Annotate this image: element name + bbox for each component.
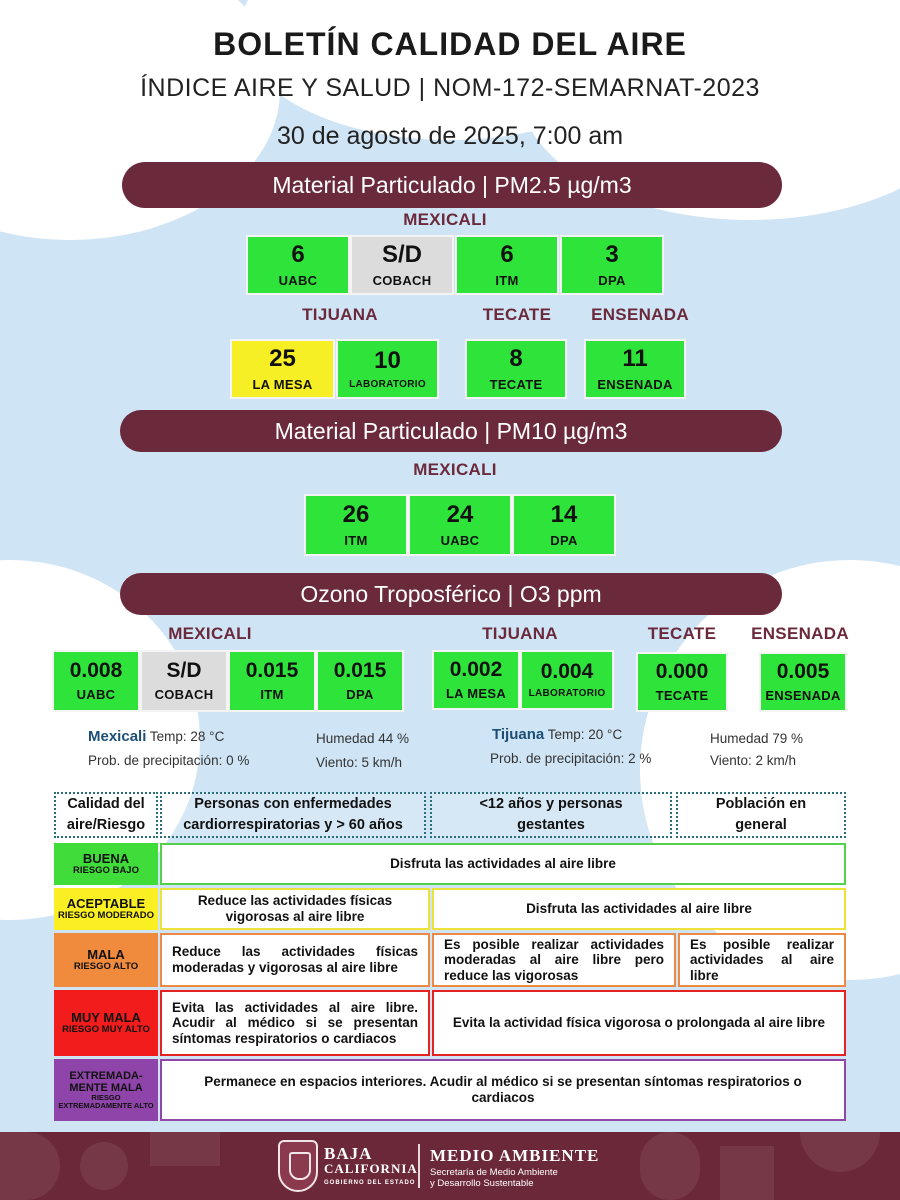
o3-mexicali-label: MEXICALI bbox=[168, 624, 252, 643]
station-label: LABORATORIO bbox=[528, 688, 606, 699]
station-box bbox=[246, 235, 350, 295]
legend-level bbox=[54, 1059, 158, 1121]
pm10-banner: Material Particulado | PM10 µg/m3 bbox=[120, 410, 782, 452]
station-label: LABORATORIO bbox=[349, 378, 426, 390]
station-box bbox=[316, 650, 404, 712]
footer bbox=[0, 1132, 900, 1200]
station-value: 10 bbox=[374, 346, 401, 374]
station-label: UABC bbox=[440, 532, 480, 548]
station-box bbox=[52, 650, 140, 712]
station-label: COBACH bbox=[372, 272, 432, 288]
weather-city-mexicali: Mexicali bbox=[88, 728, 147, 745]
station-label: DPA bbox=[598, 272, 626, 288]
crest-icon bbox=[278, 1140, 318, 1192]
legend-recommendation: Es posible realizar actividades al aire libre bbox=[678, 933, 846, 987]
legend-recommendation: Permanece en espacios interiores. Acudir al médico si se presentan síntomas respiratorios o cardiacos bbox=[160, 1059, 846, 1121]
report-date: 30 de agosto de 2025, 7:00 am bbox=[276, 122, 624, 150]
weather-precip-tijuana: Prob. de precipitación: 2 % bbox=[490, 751, 652, 766]
legend-recommendation: Reduce las actividades físicas moderadas y vigorosas al aire libre bbox=[160, 933, 430, 987]
station-value: 25 bbox=[269, 344, 296, 372]
weather-humidity-mexicali: Humedad 44 % bbox=[316, 731, 410, 746]
weather-humidity-tijuana: Humedad 79 % bbox=[710, 731, 804, 746]
dept-sub1: Secretaría de Medio Ambiente bbox=[430, 1167, 558, 1178]
legend-level-name: ACEPTABLE bbox=[66, 895, 146, 911]
legend-recommendation: Reduce las actividades físicas vigorosas al aire libre bbox=[160, 888, 430, 930]
station-value: 24 bbox=[446, 500, 474, 528]
dept-sub2: y Desarrollo Sustentable bbox=[430, 1178, 534, 1189]
legend-level-name: MUY MALA bbox=[71, 1009, 141, 1025]
station-value: 6 bbox=[291, 240, 305, 268]
station-label: ITM bbox=[260, 687, 284, 702]
legend-recommendation: Es posible realizar actividades moderadas al aire libre pero reduce las vigorosas bbox=[432, 933, 676, 987]
station-label: TECATE bbox=[489, 376, 543, 392]
weather-precip-mexicali: Prob. de precipitación: 0 % bbox=[88, 753, 250, 768]
weather-temp-mexicali: Temp: 28 °C bbox=[149, 729, 225, 744]
legend-header-children: <12 años y personas gestantes bbox=[430, 792, 672, 838]
weather-wind-tijuana: Viento: 2 km/h bbox=[710, 753, 797, 768]
legend-header-general: Población en general bbox=[676, 792, 846, 838]
legend-level-risk: RIESGO ALTO bbox=[73, 960, 139, 972]
weather-wind-mexicali: Viento: 5 km/h bbox=[316, 755, 403, 770]
station-box bbox=[228, 650, 316, 712]
station-label: ENSENADA bbox=[597, 376, 673, 392]
o3-ensenada-label: ENSENADA bbox=[751, 624, 849, 643]
legend-level-risk: RIESGO MUY ALTO bbox=[62, 1023, 150, 1035]
station-label: UABC bbox=[76, 687, 116, 702]
brand-line2: CALIFORNIA bbox=[324, 1161, 418, 1176]
legend-level bbox=[54, 888, 158, 930]
station-box bbox=[408, 494, 512, 556]
station-label: TECATE bbox=[655, 688, 709, 703]
station-label: ITM bbox=[344, 532, 368, 548]
legend-header-cardio: Personas con enfermedades cardiorrespiratorias y > 60 años bbox=[160, 792, 426, 838]
station-box bbox=[512, 494, 616, 556]
legend-level-name: BUENA bbox=[82, 850, 130, 866]
pm25-mexicali-label: MEXICALI bbox=[403, 210, 487, 229]
legend-level-risk: RIESGO MODERADO bbox=[57, 909, 155, 921]
station-box bbox=[636, 652, 728, 712]
station-value: 0.005 bbox=[776, 660, 830, 683]
station-label: DPA bbox=[346, 687, 374, 702]
pm10-mexicali-label: MEXICALI bbox=[413, 460, 497, 479]
pm25-ensenada-label: ENSENADA bbox=[591, 305, 689, 324]
station-box bbox=[560, 235, 664, 295]
weather-mexicali bbox=[88, 728, 224, 745]
station-box bbox=[465, 339, 567, 399]
station-value: 0.002 bbox=[449, 658, 503, 681]
station-value: 0.008 bbox=[69, 659, 123, 682]
station-box bbox=[140, 650, 228, 712]
station-box bbox=[584, 339, 686, 399]
station-label: UABC bbox=[278, 272, 318, 288]
pm25-banner: Material Particulado | PM2.5 µg/m3 bbox=[122, 162, 782, 208]
legend-level-risk: RIESGO EXTREMADAMENTE ALTO bbox=[58, 1092, 154, 1111]
o3-tijuana-label: TIJUANA bbox=[482, 624, 558, 643]
brand-line3: GOBIERNO DEL ESTADO bbox=[324, 1180, 416, 1186]
o3-tecate-label: TECATE bbox=[647, 624, 717, 643]
station-value: 3 bbox=[605, 240, 619, 268]
page-subtitle: ÍNDICE AIRE Y SALUD | NOM-172-SEMARNAT-2023 bbox=[140, 74, 760, 102]
station-box bbox=[759, 652, 847, 712]
footer-divider bbox=[418, 1144, 420, 1188]
weather-temp-tijuana: Temp: 20 °C bbox=[547, 727, 623, 742]
o3-banner: Ozono Troposférico | O3 ppm bbox=[120, 573, 782, 615]
station-value: 0.015 bbox=[245, 659, 299, 682]
legend-recommendation: Evita la actividad física vigorosa o prolongada al aire libre bbox=[432, 990, 846, 1056]
station-value: 0.004 bbox=[540, 660, 594, 683]
legend-recommendation: Disfruta las actividades al aire libre bbox=[432, 888, 846, 930]
station-value: S/D bbox=[166, 659, 202, 682]
page-title: BOLETÍN CALIDAD DEL AIRE bbox=[213, 26, 687, 62]
legend-level bbox=[54, 990, 158, 1056]
legend-level bbox=[54, 843, 158, 885]
station-box bbox=[520, 650, 614, 710]
station-label: COBACH bbox=[154, 687, 214, 702]
pm25-tecate-label: TECATE bbox=[482, 305, 552, 324]
station-value: S/D bbox=[381, 240, 422, 268]
station-label: ITM bbox=[495, 272, 519, 288]
legend-recommendation: Disfruta las actividades al aire libre bbox=[160, 843, 846, 885]
legend-level-name: EXTREMADA- MENTE MALA bbox=[69, 1069, 143, 1094]
station-box bbox=[304, 494, 408, 556]
pm25-tijuana-label: TIJUANA bbox=[302, 305, 378, 324]
station-label: DPA bbox=[550, 532, 578, 548]
legend-level-name: MALA bbox=[87, 946, 125, 962]
station-box bbox=[350, 235, 454, 295]
station-value: 0.015 bbox=[333, 659, 387, 682]
dept-name: MEDIO AMBIENTE bbox=[430, 1146, 600, 1165]
legend-header-quality: Calidad del aire/Riesgo bbox=[54, 792, 158, 838]
legend-level-risk: RIESGO BAJO bbox=[73, 864, 139, 876]
station-value: 26 bbox=[342, 500, 370, 528]
station-box bbox=[432, 650, 520, 710]
weather-city-tijuana: Tijuana bbox=[492, 726, 545, 743]
station-box bbox=[230, 339, 335, 399]
station-value: 0.000 bbox=[655, 660, 709, 683]
station-value: 8 bbox=[509, 344, 523, 372]
brand-line1: BAJA bbox=[324, 1144, 373, 1163]
station-label: LA MESA bbox=[445, 686, 507, 701]
station-box bbox=[336, 339, 439, 399]
station-box bbox=[455, 235, 559, 295]
legend-level bbox=[54, 933, 158, 987]
station-value: 6 bbox=[500, 240, 514, 268]
station-label: LA MESA bbox=[252, 376, 313, 392]
station-label: ENSENADA bbox=[765, 688, 841, 703]
station-value: 11 bbox=[622, 344, 648, 372]
legend-recommendation: Evita las actividades al aire libre. Acudir al médico si se presentan síntomas respiratorios o cardiacos bbox=[160, 990, 430, 1056]
station-value: 14 bbox=[550, 500, 578, 528]
weather-tijuana bbox=[492, 726, 622, 743]
